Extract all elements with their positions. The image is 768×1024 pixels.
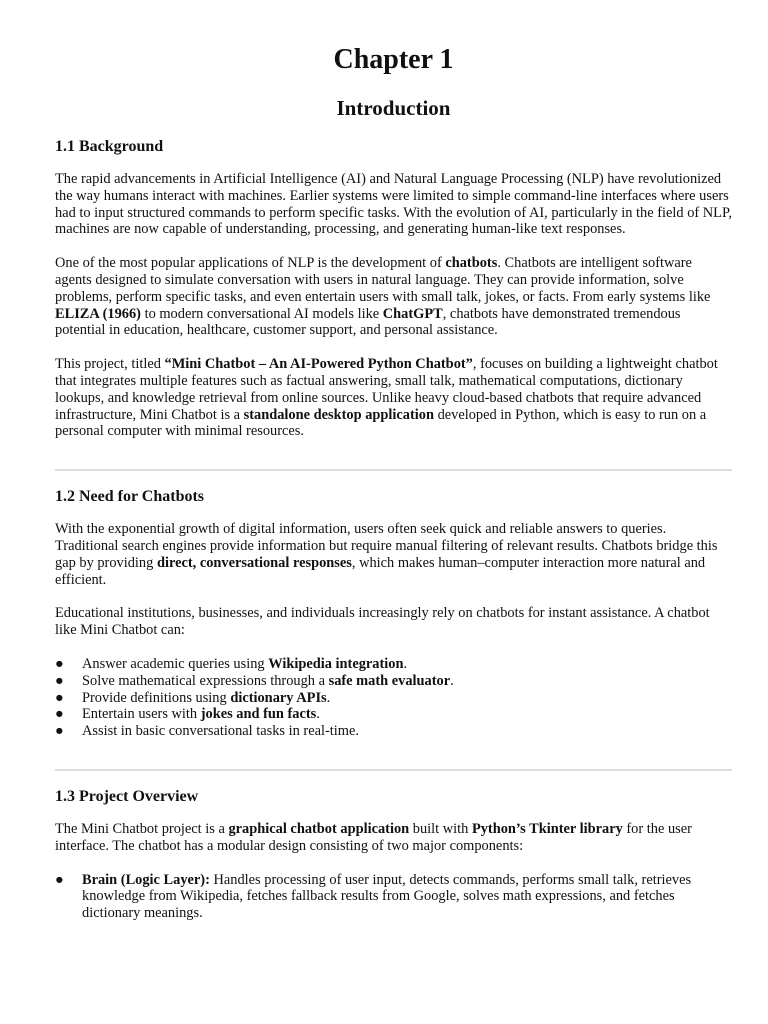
bold-text: direct, conversational responses: [156, 554, 352, 571]
text-run: Entertain users with: [82, 706, 201, 723]
text-run: . Chatbots are intelligent software agents designed to simulate conversation with users in natural language. They can provide information, solve problems, perform specific tasks, and even entertain users with small talk, jokes, or facts. From early systems like: [55, 255, 711, 305]
text-run: Answer academic queries using: [82, 655, 269, 672]
bold-text: ChatGPT: [382, 305, 443, 322]
bold-text: dictionary APIs: [230, 689, 327, 706]
section-heading-need: 1.2 Need for Chatbots: [55, 488, 205, 506]
chapter-heading: Chapter 1: [333, 44, 454, 75]
text-run: , which makes human–computer interaction more natural and efficient.: [55, 554, 706, 588]
text-run: One of the most popular applications of NLP is the development of: [55, 255, 446, 272]
list-item: [55, 690, 732, 707]
list-item: [55, 723, 732, 740]
text-run: .: [403, 655, 408, 672]
text-run: Assist in basic conversational tasks in real-time.: [82, 723, 359, 740]
bullet-icon: ●: [55, 672, 64, 689]
section-heading-overview: 1.3 Project Overview: [55, 787, 199, 805]
text-run: Handles processing of user input, detects commands, performs small talk, retrieves knowledge from Wikipedia, fetches fallback results from Google, solves math expressions, and fetches dictionary meanings.: [82, 871, 692, 922]
bold-text: “Mini Chatbot – An AI-Powered Python Chatbot”: [164, 356, 473, 373]
bold-text: Brain (Logic Layer):: [82, 871, 210, 888]
bold-text: jokes and fun facts: [200, 706, 317, 723]
bullet-icon: ●: [55, 723, 64, 740]
background-paragraph-2: [55, 255, 732, 339]
chapter-title: Introduction: [336, 96, 451, 120]
bold-text: safe math evaluator: [328, 672, 451, 689]
text-run: , focuses on building a lightweight chatbot that integrates multiple features such as factual answering, small talk, mathematical computations, dictionary lookups, and knowledge retrieval from online sources. Unlike heavy cloud-based chatbots that require advanced infrastructure, Mini Chatbot is a: [55, 356, 718, 423]
text-run: Provide definitions using: [82, 689, 231, 706]
text-run: This project, titled: [55, 356, 165, 373]
text-run: to modern conversational AI models like: [140, 305, 383, 322]
bold-text: Python’s Tkinter library: [471, 820, 623, 837]
bold-text: Wikipedia integration: [268, 655, 404, 672]
list-item: [55, 673, 732, 690]
text-run: The Mini Chatbot project is a: [55, 820, 229, 837]
text-run: .: [326, 689, 331, 706]
bold-text: graphical chatbot application: [228, 820, 410, 837]
capability-list: [55, 656, 732, 740]
need-paragraph-2: Educational institutions, businesses, and individuals increasingly rely on chatbots for instant assistance. A chatbot like Mini Chatbot can:: [55, 605, 710, 639]
section-heading-background: 1.1 Background: [55, 138, 164, 155]
text-run: developed in Python, which is easy to run on a personal computer with minimal resources.: [55, 406, 707, 440]
list-item: [55, 706, 732, 723]
list-item: [55, 872, 732, 922]
section-divider: [55, 469, 732, 471]
bullet-icon: ●: [55, 655, 64, 672]
bullet-icon: ●: [55, 689, 64, 706]
overview-paragraph-1: [55, 821, 732, 855]
text-run: built with: [409, 820, 472, 837]
bold-text: chatbots: [445, 255, 498, 272]
text-run: Solve mathematical expressions through a: [82, 672, 329, 689]
component-list: [55, 872, 732, 922]
bold-text: standalone desktop application: [243, 406, 434, 423]
section-divider: [55, 769, 732, 771]
bullet-icon: ●: [55, 706, 64, 723]
text-run: With the exponential growth of digital information, users often seek quick and reliable answers to queries. Traditional search engines provide information but require manual filtering of relevant results. Chatbots bridge this gap by providing: [55, 521, 718, 571]
need-paragraph-1: [55, 521, 732, 588]
text-run: for the user interface. The chatbot has a modular design consisting of two major components:: [55, 820, 692, 854]
background-paragraph-3: [55, 356, 732, 440]
bold-text: ELIZA (1966): [55, 305, 141, 322]
bullet-icon: ●: [55, 871, 64, 888]
text-run: , chatbots have demonstrated tremendous potential in education, healthcare, customer support, and personal assistance.: [55, 305, 681, 339]
list-item: [55, 656, 732, 673]
text-run: .: [450, 672, 454, 689]
background-paragraph-1: The rapid advancements in Artificial Intelligence (AI) and Natural Language Processing (NLP) have revolutionized the way humans interact with machines. Earlier systems were limited to simple command-line interfaces where users had to input structured commands to perform specific tasks. With the evolution of AI, particularly in the field of NLP, machines are now capable of understanding, processing, and generating human-like text responses.: [55, 171, 732, 238]
text-run: .: [316, 706, 320, 723]
